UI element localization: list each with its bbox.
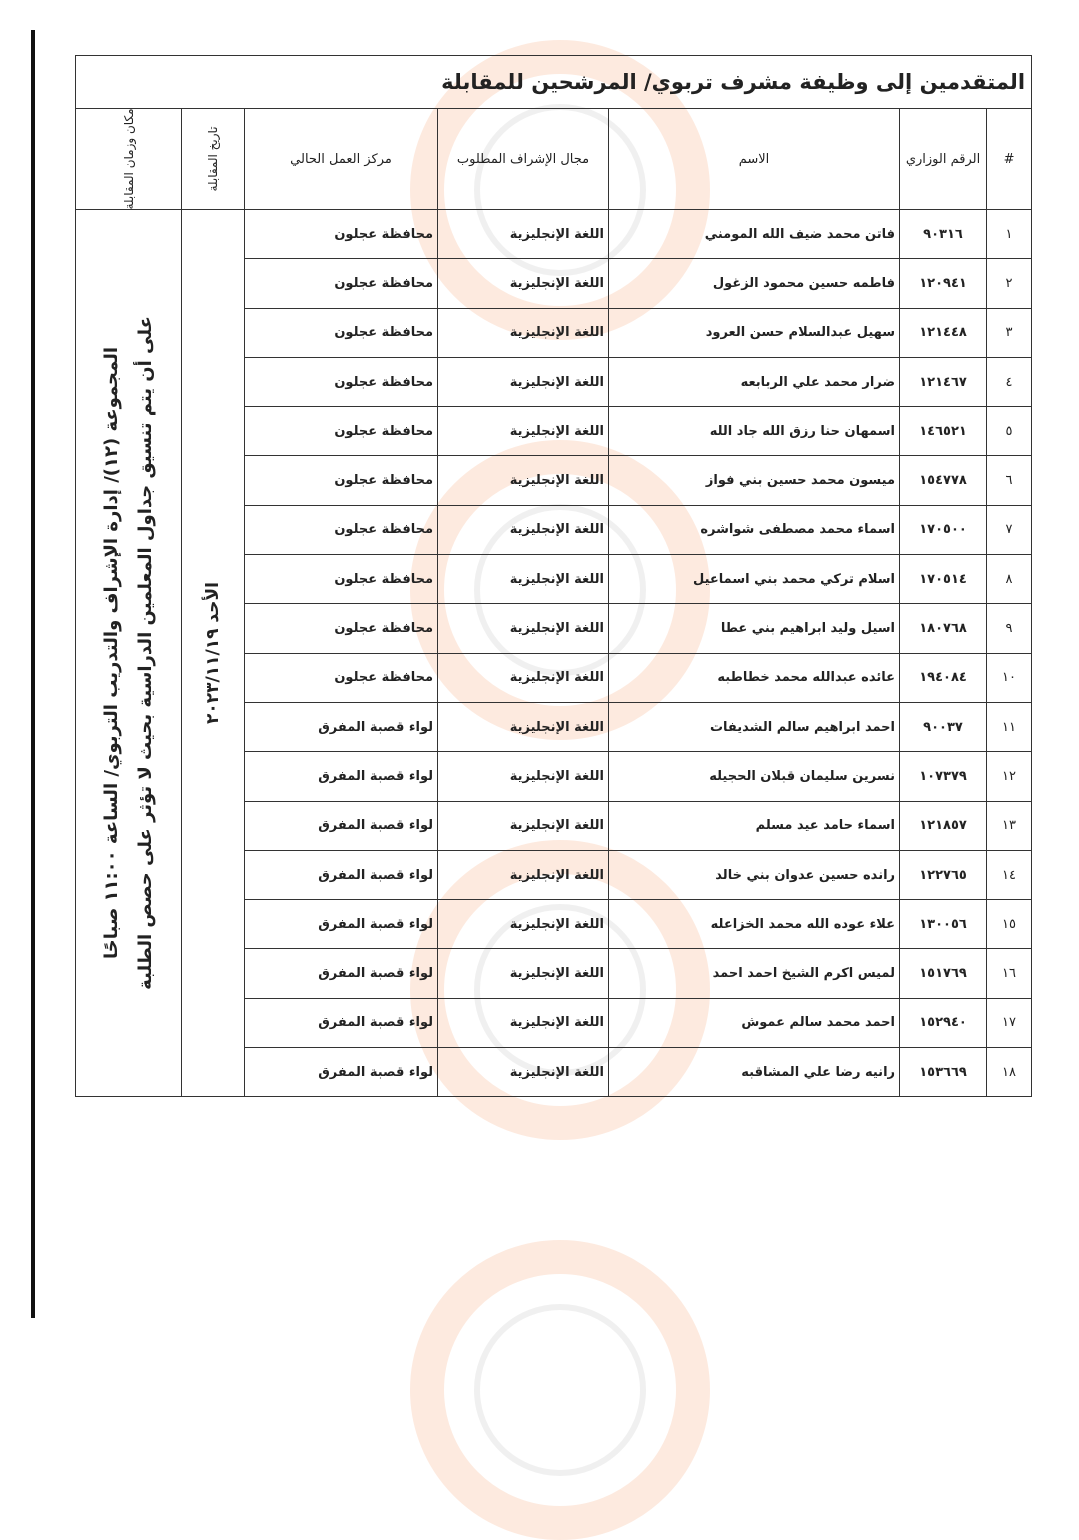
ministry-number: ١٥٤٧٧٨ xyxy=(900,456,987,505)
header-date xyxy=(182,109,245,210)
candidate-name: نسرين سليمان قبلان الحجيله xyxy=(609,752,900,801)
supervision-field: اللغة الإنجليزية xyxy=(438,407,609,456)
candidate-name: عائده عبدالله محمد خطاطبه xyxy=(609,653,900,702)
current-workplace: محافظة عجلون xyxy=(245,456,438,505)
current-workplace: لواء قصبة المفرق xyxy=(245,1048,438,1097)
row-index: ٤ xyxy=(987,357,1032,406)
candidate-name: اسمهان حنا رزق الله جاد الله xyxy=(609,407,900,456)
candidate-name: ميسون محمد حسين بني فواز xyxy=(609,456,900,505)
row-index: ٦ xyxy=(987,456,1032,505)
watermark-clock-icon xyxy=(410,1240,710,1540)
candidate-name: اسماء حامد عيد مسلم xyxy=(609,801,900,850)
supervision-field: اللغة الإنجليزية xyxy=(438,505,609,554)
row-index: ١٨ xyxy=(987,1048,1032,1097)
interview-date-cell xyxy=(182,210,245,1097)
header-field: مجال الإشراف المطلوب xyxy=(438,109,609,210)
ministry-number: ١٣٠٠٥٦ xyxy=(900,900,987,949)
current-workplace: لواء قصبة المفرق xyxy=(245,998,438,1047)
header-ministry-number: الرقم الوزاري xyxy=(900,109,987,210)
row-index: ٢ xyxy=(987,259,1032,308)
place-time-cell xyxy=(76,210,182,1097)
ministry-number: ١٢١٨٥٧ xyxy=(900,801,987,850)
candidate-name: احمد ابراهيم سالم الشديفات xyxy=(609,702,900,751)
current-workplace: محافظة عجلون xyxy=(245,555,438,604)
ministry-number: ٩٠٠٣٧ xyxy=(900,702,987,751)
current-workplace: لواء قصبة المفرق xyxy=(245,900,438,949)
candidate-name: فاطمه حسين محمود الزغول xyxy=(609,259,900,308)
place-time-line1: المجموعة (١٢)/ إدارة الإشراف والتدريب التربوي/ الساعة ١١:٠٠ صباحًا xyxy=(100,347,122,960)
interview-date: الأحد ٢٠٢٣/١١/١٩ xyxy=(203,582,224,725)
row-index: ٨ xyxy=(987,555,1032,604)
supervision-field: اللغة الإنجليزية xyxy=(438,456,609,505)
ministry-number: ١٥٣٦٦٩ xyxy=(900,1048,987,1097)
ministry-number: ١٢١٤٦٧ xyxy=(900,357,987,406)
place-time-line2: على أن يتم تنسيق جداول المعلمين الدراسية بحيث لا تؤثر على حصص الطلبة xyxy=(134,316,156,991)
ministry-number: ١٧٠٥٠٠ xyxy=(900,505,987,554)
candidate-name: رانده حسين عدوان بني خالد xyxy=(609,850,900,899)
current-workplace: لواء قصبة المفرق xyxy=(245,850,438,899)
ministry-number: ٩٠٣١٦ xyxy=(900,210,987,259)
supervision-field: اللغة الإنجليزية xyxy=(438,998,609,1047)
ministry-number: ١٥٢٩٤٠ xyxy=(900,998,987,1047)
row-index: ٣ xyxy=(987,308,1032,357)
header-place-time-label: مكان وزمان المقابلة xyxy=(121,108,136,210)
ministry-number: ١٢١٤٤٨ xyxy=(900,308,987,357)
row-index: ١٢ xyxy=(987,752,1032,801)
ministry-number: ١٠٧٣٧٩ xyxy=(900,752,987,801)
ministry-number: ١٢٠٩٤١ xyxy=(900,259,987,308)
candidate-name: اسلام تركي محمد بني اسماعيل xyxy=(609,555,900,604)
header-name: الاسم xyxy=(609,109,900,210)
scan-edge xyxy=(31,30,35,1318)
current-workplace: لواء قصبة المفرق xyxy=(245,801,438,850)
ministry-number: ١٩٤٠٨٤ xyxy=(900,653,987,702)
row-index: ١٤ xyxy=(987,850,1032,899)
supervision-field: اللغة الإنجليزية xyxy=(438,752,609,801)
current-workplace: محافظة عجلون xyxy=(245,259,438,308)
row-index: ١٧ xyxy=(987,998,1032,1047)
supervision-field: اللغة الإنجليزية xyxy=(438,702,609,751)
candidate-name: لميس اكرم الشيخ احمد احمد xyxy=(609,949,900,998)
current-workplace: محافظة عجلون xyxy=(245,653,438,702)
supervision-field: اللغة الإنجليزية xyxy=(438,1048,609,1097)
candidate-name: علاء عوده الله محمد الخزاعله xyxy=(609,900,900,949)
current-workplace: محافظة عجلون xyxy=(245,308,438,357)
supervision-field: اللغة الإنجليزية xyxy=(438,555,609,604)
ministry-number: ١٨٠٧٦٨ xyxy=(900,604,987,653)
supervision-field: اللغة الإنجليزية xyxy=(438,900,609,949)
header-date-label: تاريخ المقابلة xyxy=(206,126,221,192)
page-title: المتقدمين إلى وظيفة مشرف تربوي/ المرشحين للمقابلة xyxy=(76,56,1032,109)
candidate-name: فاتن محمد ضيف الله المومني xyxy=(609,210,900,259)
row-index: ١٠ xyxy=(987,653,1032,702)
row-index: ١٣ xyxy=(987,801,1032,850)
candidate-name: احمد محمد سالم عموش xyxy=(609,998,900,1047)
candidates-table xyxy=(75,55,1032,1097)
header-place-time xyxy=(76,109,182,210)
current-workplace: محافظة عجلون xyxy=(245,604,438,653)
row-index: ١ xyxy=(987,210,1032,259)
row-index: ٩ xyxy=(987,604,1032,653)
current-workplace: لواء قصبة المفرق xyxy=(245,752,438,801)
current-workplace: محافظة عجلون xyxy=(245,407,438,456)
supervision-field: اللغة الإنجليزية xyxy=(438,801,609,850)
supervision-field: اللغة الإنجليزية xyxy=(438,357,609,406)
header-index: # xyxy=(987,109,1032,210)
place-time-text xyxy=(95,316,163,990)
candidate-name: اسيل وليد ابراهيم بني عطا xyxy=(609,604,900,653)
supervision-field: اللغة الإنجليزية xyxy=(438,653,609,702)
supervision-field: اللغة الإنجليزية xyxy=(438,604,609,653)
table-row xyxy=(76,210,1032,259)
supervision-field: اللغة الإنجليزية xyxy=(438,259,609,308)
row-index: ١٥ xyxy=(987,900,1032,949)
supervision-field: اللغة الإنجليزية xyxy=(438,949,609,998)
current-workplace: لواء قصبة المفرق xyxy=(245,702,438,751)
header-workplace: مركز العمل الحالي xyxy=(245,109,438,210)
current-workplace: محافظة عجلون xyxy=(245,210,438,259)
ministry-number: ١٤٦٥٢١ xyxy=(900,407,987,456)
supervision-field: اللغة الإنجليزية xyxy=(438,850,609,899)
current-workplace: محافظة عجلون xyxy=(245,357,438,406)
current-workplace: محافظة عجلون xyxy=(245,505,438,554)
candidate-name: رانيه رضا علي المشاقبه xyxy=(609,1048,900,1097)
candidate-name: اسماء محمد مصطفى شواشره xyxy=(609,505,900,554)
row-index: ٧ xyxy=(987,505,1032,554)
candidate-name: ضرار محمد علي الربابعه xyxy=(609,357,900,406)
ministry-number: ١٥١٧٦٩ xyxy=(900,949,987,998)
supervision-field: اللغة الإنجليزية xyxy=(438,210,609,259)
candidate-name: سهيل عبدالسلام حسن العرود xyxy=(609,308,900,357)
row-index: ١٦ xyxy=(987,949,1032,998)
supervision-field: اللغة الإنجليزية xyxy=(438,308,609,357)
ministry-number: ١٢٢٧٦٥ xyxy=(900,850,987,899)
ministry-number: ١٧٠٥١٤ xyxy=(900,555,987,604)
row-index: ١١ xyxy=(987,702,1032,751)
current-workplace: لواء قصبة المفرق xyxy=(245,949,438,998)
row-index: ٥ xyxy=(987,407,1032,456)
